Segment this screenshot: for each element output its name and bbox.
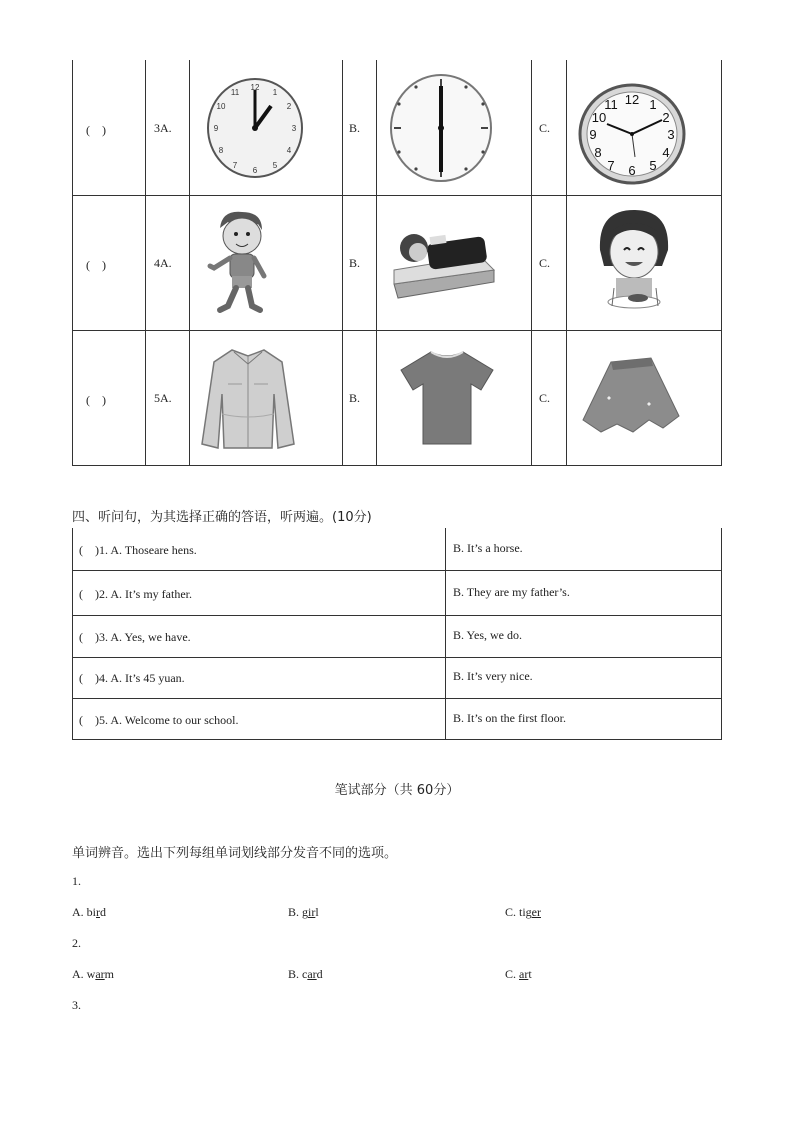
answer-bracket[interactable]: ( ) bbox=[86, 123, 106, 137]
clock-number: 8 bbox=[594, 145, 602, 160]
option-label: C. bbox=[539, 121, 551, 135]
option-a[interactable]: ( )3. A. Yes, we have. bbox=[79, 630, 191, 644]
underlined-letters: ar bbox=[519, 967, 529, 981]
option-b[interactable]: B. They are my father’s. bbox=[453, 585, 570, 599]
table-border bbox=[72, 615, 722, 616]
q2-option-a[interactable] bbox=[72, 967, 114, 982]
option-label: C. bbox=[539, 256, 551, 270]
clock-number: 2 bbox=[286, 102, 292, 111]
answer-bracket[interactable]: ( ) bbox=[86, 393, 106, 407]
option-a[interactable]: ( )1. A. Thoseare hens. bbox=[79, 543, 197, 557]
table-border bbox=[342, 60, 343, 466]
clock-number: 4 bbox=[662, 145, 670, 160]
clock-number: 9 bbox=[213, 124, 219, 133]
option-text: l bbox=[315, 905, 319, 919]
clock-number: 7 bbox=[232, 161, 238, 170]
table-border bbox=[721, 528, 722, 740]
q2-option-c[interactable] bbox=[505, 967, 532, 982]
clock-one-oclock-image bbox=[205, 76, 305, 180]
listening-answer-table bbox=[72, 528, 722, 740]
clock-ten-past-two-image bbox=[577, 82, 687, 186]
underlined-letters: ar bbox=[307, 967, 317, 981]
option-a[interactable]: ( )4. A. It’s 45 yuan. bbox=[79, 671, 185, 685]
underlined-letters: r bbox=[96, 905, 100, 919]
table-border bbox=[72, 60, 73, 466]
option-label: 5A. bbox=[154, 391, 172, 405]
table-border bbox=[72, 739, 722, 740]
clock-number: 5 bbox=[272, 161, 278, 170]
q1-option-c[interactable] bbox=[505, 905, 541, 920]
clock-number: 8 bbox=[218, 146, 224, 155]
table-border bbox=[72, 195, 722, 196]
phonics-instruction: 单词辨音。选出下列每组单词划线部分发音不同的选项。 bbox=[72, 846, 398, 861]
option-text: t bbox=[528, 967, 532, 981]
written-part-heading: 笔试部分（共 60分） bbox=[334, 783, 460, 798]
table-border bbox=[72, 657, 722, 658]
clock-number: 3 bbox=[667, 127, 675, 142]
clock-number: 6 bbox=[628, 163, 636, 178]
jacket-image bbox=[198, 344, 298, 452]
option-label: 4A. bbox=[154, 256, 172, 270]
clock-number: 1 bbox=[272, 88, 278, 97]
q1-option-b[interactable] bbox=[288, 905, 319, 920]
underlined-letters: ar bbox=[95, 967, 105, 981]
q2-option-b[interactable] bbox=[288, 967, 323, 982]
answer-bracket[interactable]: ( ) bbox=[86, 258, 106, 272]
table-border bbox=[189, 60, 190, 466]
table-border bbox=[531, 60, 532, 466]
question-number: 1. bbox=[72, 874, 81, 888]
option-label: B. bbox=[349, 121, 361, 135]
option-label: 3A. bbox=[154, 121, 172, 135]
underlined-letters: er bbox=[531, 905, 541, 919]
option-text: B. g bbox=[288, 905, 309, 919]
option-text: A. w bbox=[72, 967, 96, 981]
picture-question-table bbox=[72, 60, 722, 466]
clock-number: 10 bbox=[591, 110, 607, 125]
table-border bbox=[72, 465, 722, 466]
underlined-letters: ir bbox=[308, 905, 316, 919]
clock-number: 5 bbox=[649, 158, 657, 173]
t-shirt-image bbox=[397, 348, 497, 448]
skirt-image bbox=[579, 356, 685, 438]
clock-number: 6 bbox=[252, 166, 258, 175]
clock-number: 9 bbox=[589, 127, 597, 142]
clock-number: 12 bbox=[250, 83, 260, 92]
table-border bbox=[72, 330, 722, 331]
person-sleeping-image bbox=[390, 218, 500, 300]
option-b[interactable]: B. It’s on the first floor. bbox=[453, 711, 566, 725]
clock-number: 11 bbox=[230, 88, 240, 97]
option-text: B. c bbox=[288, 967, 308, 981]
option-label: B. bbox=[349, 256, 361, 270]
clock-number: 7 bbox=[607, 158, 615, 173]
clock-six-oclock-image bbox=[388, 72, 494, 184]
clock-number: 4 bbox=[286, 146, 292, 155]
table-border bbox=[72, 528, 73, 740]
table-border bbox=[566, 60, 567, 466]
table-border bbox=[72, 570, 722, 571]
question-number: 3. bbox=[72, 998, 81, 1012]
table-border bbox=[376, 60, 377, 466]
option-b[interactable]: B. It’s very nice. bbox=[453, 669, 533, 683]
girl-eating-image bbox=[592, 206, 674, 314]
table-border bbox=[445, 528, 446, 740]
boy-walking-image bbox=[202, 206, 278, 318]
option-text: A. bi bbox=[72, 905, 96, 919]
option-label: B. bbox=[349, 391, 361, 405]
clock-number: 2 bbox=[662, 110, 670, 125]
clock-number: 11 bbox=[604, 97, 618, 112]
option-label: C. bbox=[539, 391, 551, 405]
question-number: 2. bbox=[72, 936, 81, 950]
option-text: C. bbox=[505, 967, 520, 981]
option-text: C. tig bbox=[505, 905, 532, 919]
clock-number: 3 bbox=[291, 124, 297, 133]
option-b[interactable]: B. Yes, we do. bbox=[453, 628, 523, 642]
table-border bbox=[721, 60, 722, 466]
option-text: d bbox=[100, 905, 106, 919]
option-b[interactable]: B. It’s a horse. bbox=[453, 541, 523, 555]
section-4-title: 四、听问句，为其选择正确的答语，听两遍。(10分) bbox=[72, 510, 372, 525]
q1-option-a[interactable] bbox=[72, 905, 106, 920]
clock-number: 1 bbox=[649, 97, 657, 112]
option-a[interactable]: ( )2. A. It’s my father. bbox=[79, 587, 192, 601]
clock-number: 12 bbox=[624, 92, 640, 107]
table-border bbox=[72, 698, 722, 699]
option-text: m bbox=[104, 967, 115, 981]
option-a[interactable]: ( )5. A. Welcome to our school. bbox=[79, 713, 239, 727]
clock-number: 10 bbox=[216, 102, 226, 111]
table-border bbox=[145, 60, 146, 466]
option-text: d bbox=[316, 967, 323, 981]
